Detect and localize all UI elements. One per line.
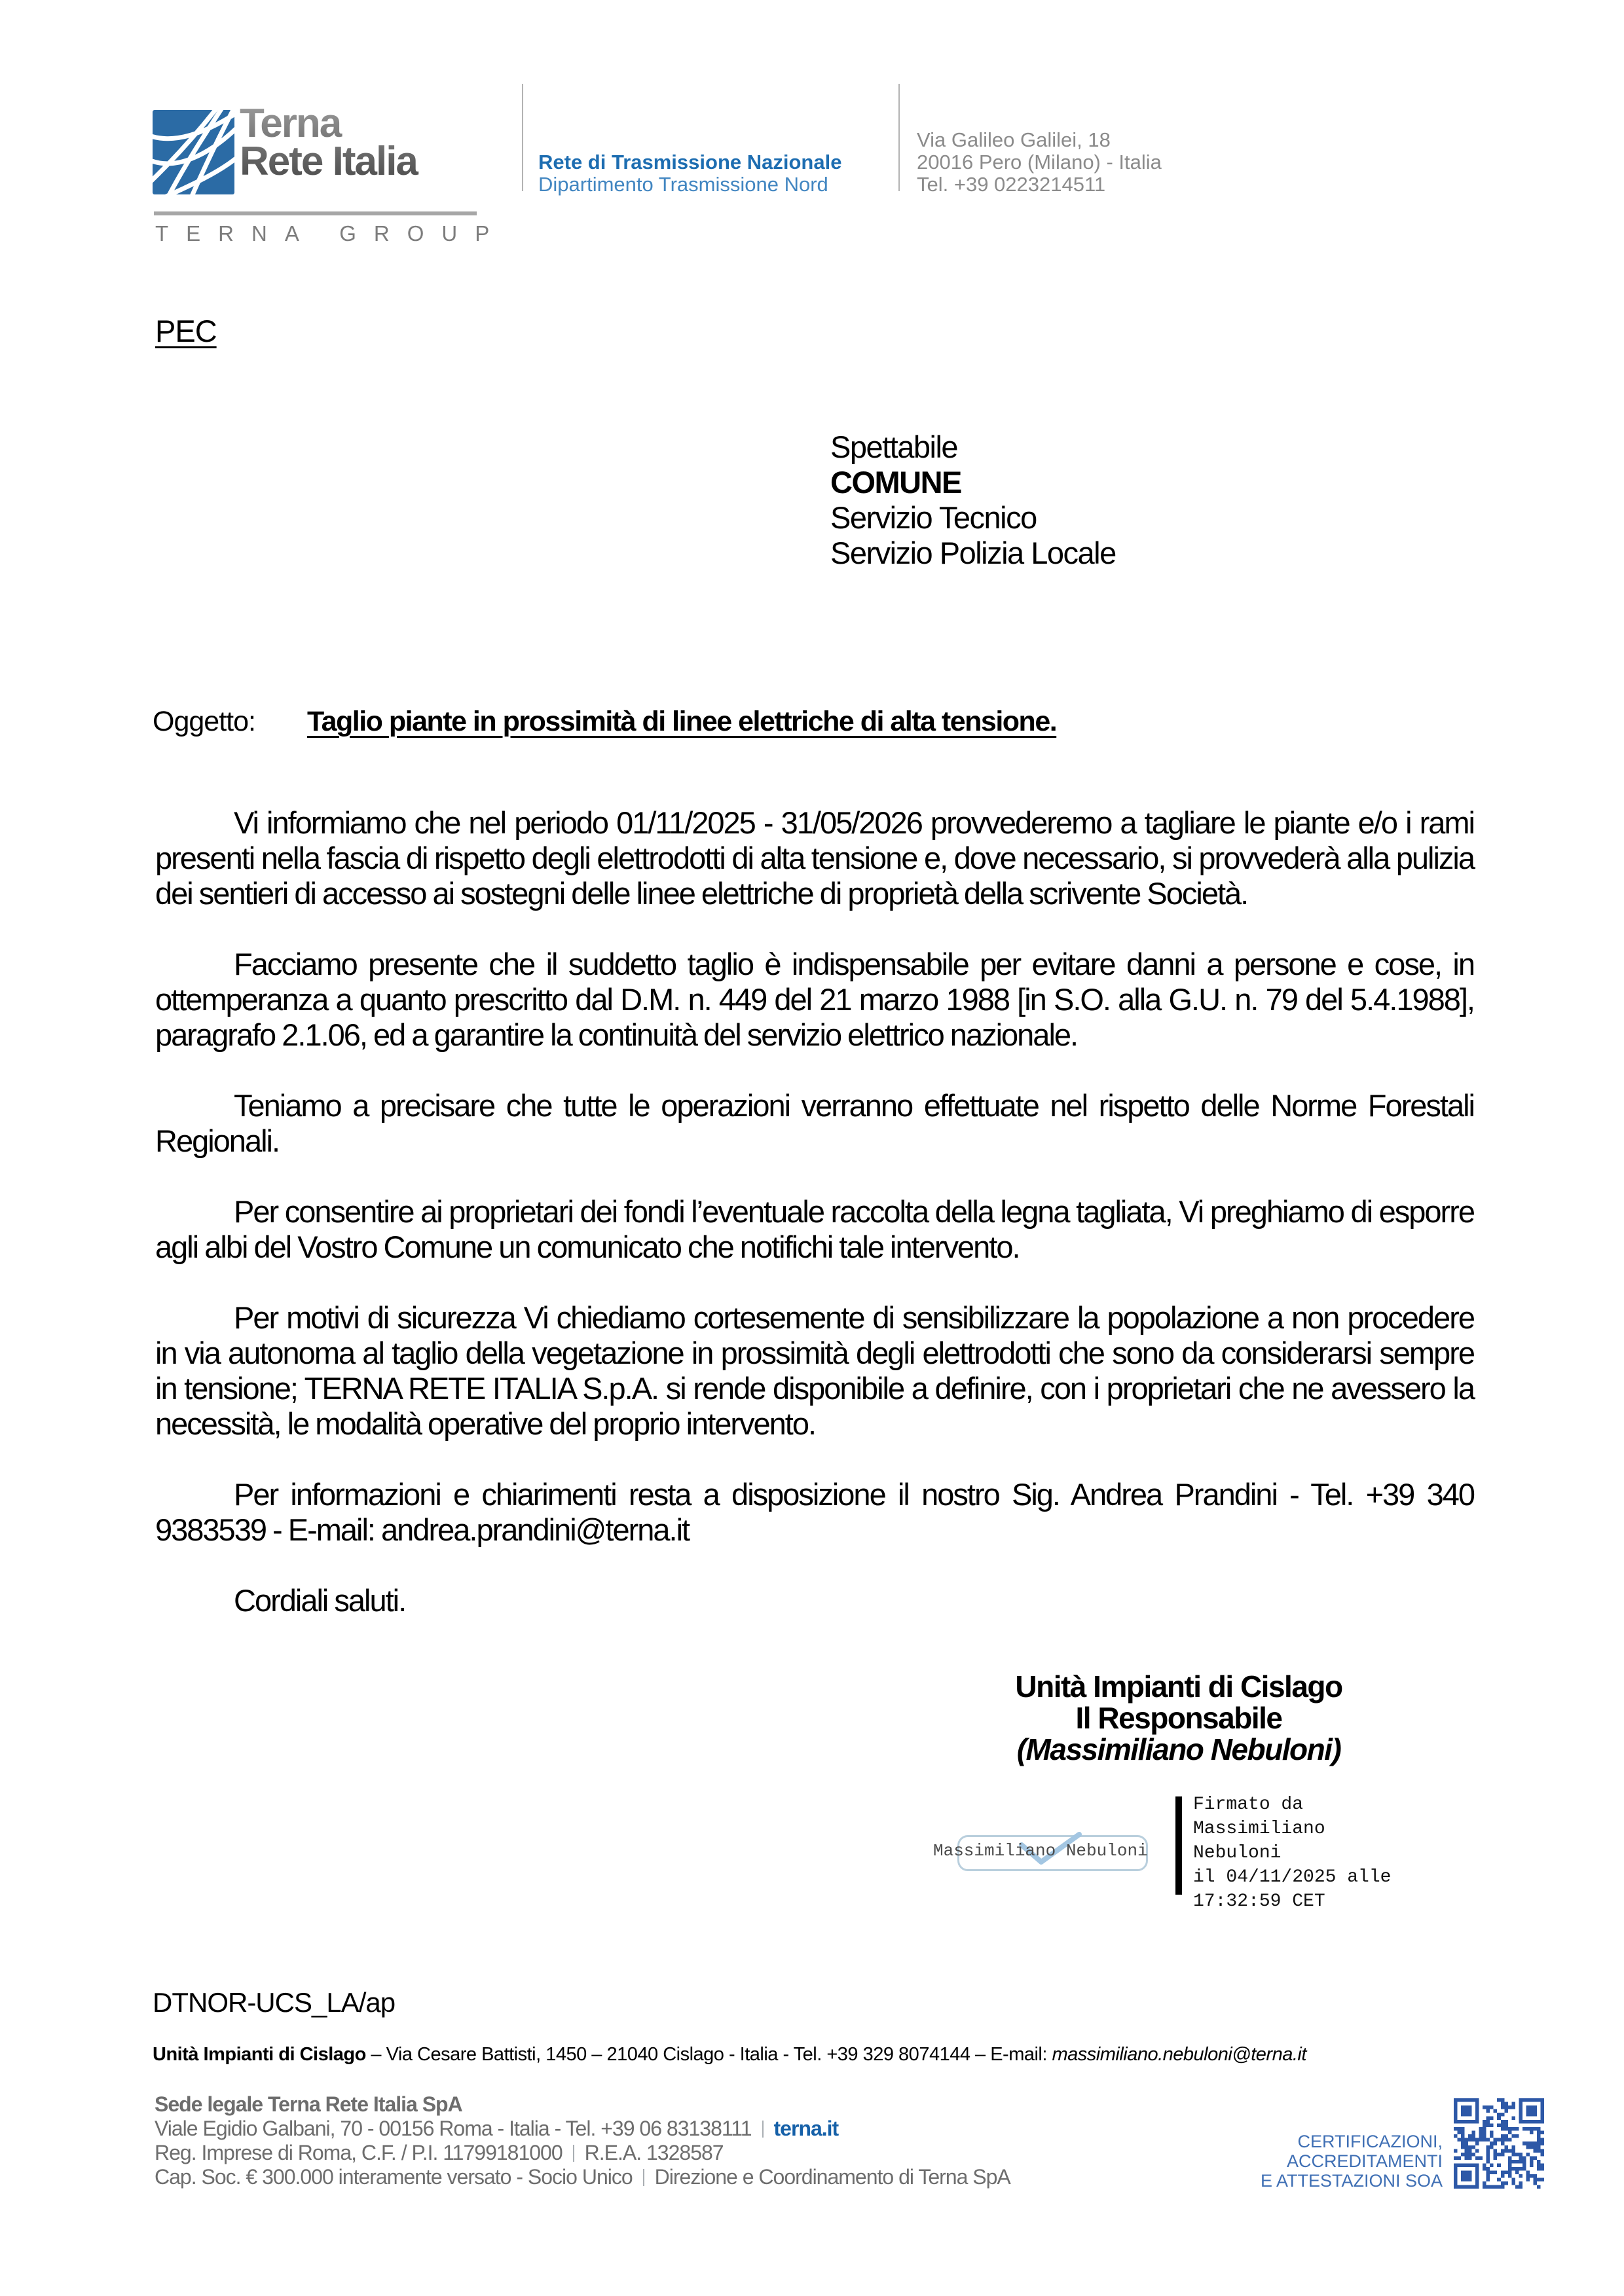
department-line1: Rete di Trasmissione Nazionale [538, 151, 842, 173]
stamp-detail-line: Firmato da [1193, 1795, 1304, 1815]
stamp-detail-line: 17:32:59 CET [1193, 1891, 1325, 1912]
paragraph-1: Vi informiamo che nel periodo 01/11/2025 - 31/05/2026 provvederemo a tagliare le piante e/o i rami presenti nella fascia di rispetto degli elettrodotti di alta tensione e, dove necessario, si provvederà alla pulizia dei sentieri di accesso ai sostegni delle linee elettriche di proprietà della scrivente Società. [155, 805, 1474, 911]
unit-email-link[interactable]: massimiliano.nebuloni@terna.it [1052, 2044, 1306, 2065]
paragraph-5: Per motivi di sicurezza Vi chiediamo cortesemente di sensibilizzare la popolazione a non procedere in via autonoma al taglio della vegetazione in prossimità degli elettrodotti che sono da considerarsi sempre in tensione; TERNA RETE ITALIA S.p.A. si rende disponibile a definire, con i proprietari che ne avessero la necessità, le modalità operative del proprio intervento. [155, 1300, 1474, 1441]
department-block [538, 151, 841, 196]
signature-role: Il Responsabile [1075, 1701, 1282, 1735]
unit-name: Unità Impianti di Cislago [153, 2044, 366, 2065]
header-divider-right [898, 84, 900, 191]
address-phone: Tel. +39 0223214511 [917, 173, 1106, 196]
footer-capital: Cap. Soc. € 300.000 interamente versato - Socio Unico [155, 2165, 633, 2189]
header-address-block [917, 129, 1162, 196]
stamp-divider-bar [1175, 1796, 1182, 1895]
qr-code [1454, 2098, 1544, 2189]
footer-registry: Reg. Imprese di Roma, C.F. / P.I. 11799181000 [155, 2141, 563, 2164]
footer-rea: R.E.A. 1328587 [584, 2141, 724, 2164]
stamp-signer-name: Massimiliano Nebuloni [933, 1841, 1148, 1861]
recipient-salutation: Spettabile [830, 429, 958, 464]
letter-body [155, 805, 1474, 1618]
unit-footer-line [153, 2044, 1306, 2066]
unit-address: – Via Cesare Battisti, 1450 – 21040 Cislago - Italia - Tel. +39 329 8074144 – E-mail: [365, 2044, 1052, 2065]
wordmark-line2: Rete Italia [240, 139, 417, 184]
reference-code: DTNOR-UCS_LA/ap [153, 1987, 396, 2018]
signature-name: (Massimiliano Nebuloni) [1016, 1732, 1341, 1766]
closing-salutation: Cordiali saluti. [234, 1583, 406, 1618]
signature-unit: Unità Impianti di Cislago [1015, 1669, 1342, 1704]
stamp-detail-line: il 04/11/2025 alle [1193, 1867, 1392, 1887]
stamp-detail-line: Nebuloni [1193, 1843, 1282, 1863]
pec-label: PEC [155, 314, 217, 348]
recipient-office-1: Servizio Tecnico [830, 500, 1037, 535]
paragraph-2: Facciamo presente che il suddetto taglio è indispensabile per evitare danni a persone e cose, in ottemperanza a quanto prescritto dal D.M. n. 449 del 21 marzo 1988 [in S.O. alla G.U. n. 79 del 5.4.1988], paragrafo 2.1.06, ed a garantire la continuità del servizio elettrico nazionale. [155, 947, 1474, 1052]
terna-website-link[interactable]: terna.it [773, 2117, 839, 2140]
stamp-details-block [1193, 1793, 1391, 1914]
subject-title: Taglio piante in prossimità di linee elettriche di alta tensione. [307, 706, 1057, 737]
recipient-office-2: Servizio Polizia Locale [830, 536, 1116, 570]
recipient-name: COMUNE [830, 465, 961, 500]
cert-line1: CERTIFICAZIONI, [1297, 2132, 1443, 2151]
department-line2: Dipartimento Trasmissione Nord [538, 173, 828, 196]
stamp-detail-line: Massimiliano [1193, 1819, 1325, 1839]
footer-separator [643, 2169, 644, 2186]
paragraph-6: Per informazioni e chiarimenti resta a disposizione il nostro Sig. Andrea Prandini - Tel. +39 340 9383539 - E-mail: andrea.prandini@terna.it [155, 1477, 1474, 1547]
footer-capital-row [155, 2165, 1010, 2189]
header-divider-left [522, 84, 523, 191]
signature-block [963, 1671, 1395, 1765]
footer-separator [573, 2145, 574, 2162]
footer-company: Sede legale Terna Rete Italia SpA [155, 2092, 462, 2116]
paragraph-3: Teniamo a precisare che tutte le operazioni verranno effettuate nel rispetto delle Norme Forestali Regionali. [155, 1088, 1474, 1158]
certifications-label [1261, 2132, 1443, 2191]
terna-globe-logo-icon [153, 110, 234, 194]
footer-registry-row [155, 2141, 1010, 2165]
recipient-block [830, 429, 1116, 571]
terna-wordmark [240, 101, 515, 184]
cert-line3: E ATTESTAZIONI SOA [1260, 2171, 1443, 2191]
address-city: 20016 Pero (Milano) - Italia [917, 151, 1162, 173]
footer-address-row [155, 2117, 1010, 2141]
footer-address: Viale Egidio Galbani, 70 - 00156 Roma - Italia - Tel. +39 06 83138111 [155, 2117, 752, 2140]
logo-underline-bar [154, 211, 477, 215]
subject-label: Oggetto: [153, 706, 255, 737]
paragraph-4: Per consentire ai proprietari dei fondi l’eventuale raccolta della legna tagliata, Vi preghiamo di esporre agli albi del Vostro Comune un comunicato che notifichi tale intervento. [155, 1194, 1474, 1264]
footer-separator [762, 2121, 764, 2138]
legal-footer [155, 2092, 1010, 2189]
wordmark-line1: Terna [240, 101, 341, 146]
cert-line2: ACCREDITAMENTI [1286, 2151, 1443, 2171]
terna-group-label: TERNA GROUP [155, 221, 507, 246]
footer-direction: Direzione e Coordinamento di Terna SpA [654, 2165, 1010, 2189]
address-street: Via Galileo Galilei, 18 [917, 128, 1111, 151]
